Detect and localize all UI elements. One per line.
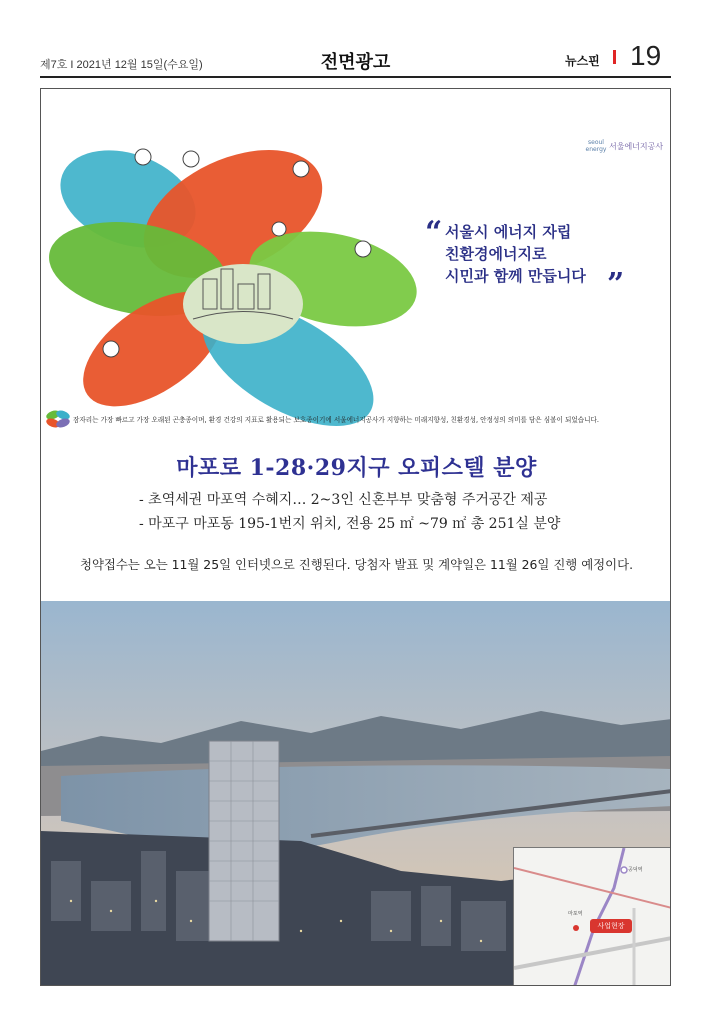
- bullet-item: - 마포구 마포동 195-1번지 위치, 전용 25 ㎡ ~79 ㎡ 총 251실 분양: [139, 516, 561, 532]
- ad-title: 마포로 1-28·29지구 오피스텔 분양: [176, 455, 537, 481]
- location-map: [513, 847, 671, 986]
- company-logo: [585, 137, 665, 157]
- seoul-logo-icon: seoul energy: [585, 139, 607, 153]
- quote-close-icon: ”: [607, 267, 625, 302]
- brand-mark-icon: [613, 50, 616, 64]
- map-station-label: 공덕역: [628, 867, 643, 873]
- quote-open-icon: “: [425, 215, 443, 250]
- company-name: 서울에너지공사: [609, 142, 664, 151]
- advertisement: [40, 88, 671, 986]
- schedule-text: 청약접수는 오는 11월 25일 인터넷으로 진행된다. 당첨자 발표 및 계약일은 11월 26일 진행 예정이다.: [79, 557, 634, 572]
- bullet-item: - 초역세권 마포역 수혜지… 2~3인 신혼부부 맞춤형 주거공간 제공: [139, 492, 548, 508]
- page-number: 19: [630, 40, 662, 71]
- page-header: [0, 0, 711, 86]
- slogan: [425, 215, 665, 302]
- dragonfly-illustration: [43, 129, 423, 429]
- dragonfly-icon: [45, 409, 71, 429]
- slogan-line: 시민과 함께 만듭니다: [445, 267, 586, 285]
- site-marker: 사업현장: [590, 919, 632, 933]
- map-roads: [514, 848, 671, 986]
- aerial-photo: [41, 601, 671, 986]
- slogan-line: 친환경에너지로: [445, 245, 547, 263]
- slogan-line: 서울시 에너지 자립: [445, 223, 572, 241]
- issue-date: 제7호 I 2021년 12월 15일(수요일): [40, 59, 203, 71]
- section-title: 전면광고: [320, 52, 391, 73]
- header-rule: [40, 76, 671, 78]
- map-station-label: 마포역: [568, 911, 583, 917]
- brand-name: 뉴스핀: [565, 54, 600, 68]
- caption-text: 잠자리는 가장 빠르고 가장 오래된 곤충종이며, 환경 건강의 지표로 활용되는 보호종이기에 서울에너지공사가 지향하는 미래지향성, 친환경성, 안정성의 의미를 담은 심볼이 되었습니다.: [73, 416, 599, 424]
- symbol-caption: [45, 409, 669, 431]
